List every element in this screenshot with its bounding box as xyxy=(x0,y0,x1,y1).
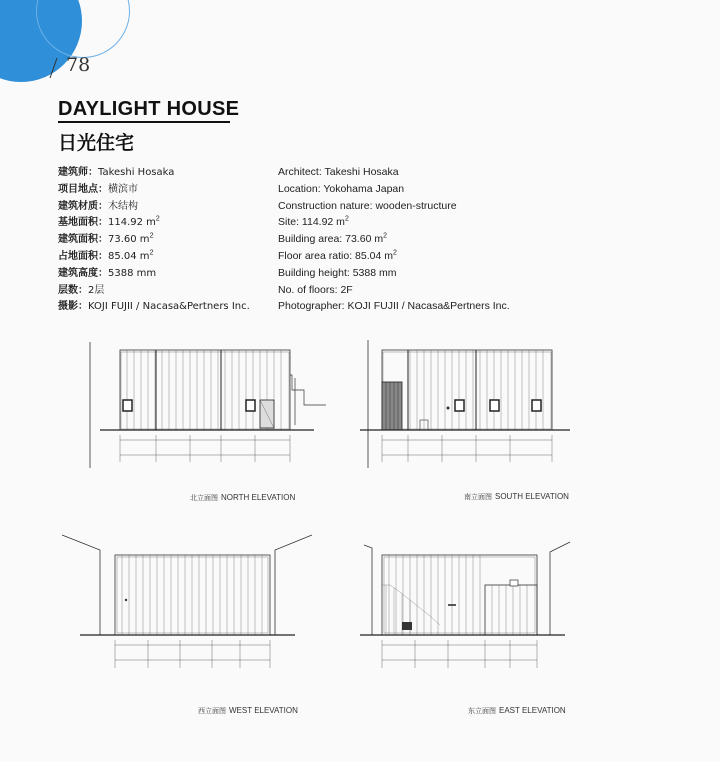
west-elevation-caption: 西立面图 WEST ELEVATION xyxy=(198,706,298,715)
info-row: 建筑材质：木结构 xyxy=(58,200,138,212)
north-elevation-drawing xyxy=(90,330,340,470)
info-row: 层数：2层 xyxy=(58,284,105,296)
east-elevation-caption: 东立面图 EAST ELEVATION xyxy=(468,706,566,715)
info-row: 建筑高度：5388 mm xyxy=(58,267,157,279)
east-elevation-drawing xyxy=(360,530,580,680)
info-row: 占地面积：85.04 $m^2$ xyxy=(58,249,154,262)
info-row: Construction nature: wooden-structure xyxy=(278,199,457,212)
page-title-chinese: 日光住宅 xyxy=(58,132,135,154)
info-row: 基地面积：114.92 $m^2$ xyxy=(58,215,160,229)
info-row: 建筑师：Takeshi Hosaka xyxy=(58,167,175,178)
info-row: 摄影：KOJI FUJII / Nacasa&Pertners Inc. xyxy=(58,301,250,313)
south-elevation-drawing xyxy=(360,330,580,470)
info-row: Location: Yokohama Japan xyxy=(278,182,405,195)
project-info-chinese xyxy=(58,164,250,315)
info-row: Building area: 73.60 $m^2$ xyxy=(278,232,387,246)
info-row: Photographer: KOJI FUJII / Nacasa&Pertners Inc. xyxy=(278,300,510,313)
project-info-english xyxy=(278,164,510,315)
south-elevation-caption: 南立面图 SOUTH ELEVATION xyxy=(464,492,569,501)
info-row: 项目地点：横滨市 xyxy=(58,183,138,195)
info-row: 建筑面积：73.60 $m^2$ xyxy=(58,232,154,246)
info-row: Site: 114.92 $m^2$ xyxy=(278,215,349,229)
west-elevation-drawing xyxy=(60,530,330,680)
info-row: Architect: Takeshi Hosaka xyxy=(278,166,399,178)
north-elevation-caption: 北立面图 NORTH ELEVATION xyxy=(190,493,296,502)
title-underline xyxy=(58,121,230,123)
info-row: Building height: 5388 mm xyxy=(278,266,397,279)
page-number-slash xyxy=(48,56,60,80)
info-row: Floor area ratio: 85.04 $m^2$ xyxy=(278,249,397,262)
info-row: No. of floors: 2F xyxy=(278,283,353,296)
page-number: 78 xyxy=(66,54,91,76)
page-title: DAYLIGHT HOUSE xyxy=(58,98,240,120)
